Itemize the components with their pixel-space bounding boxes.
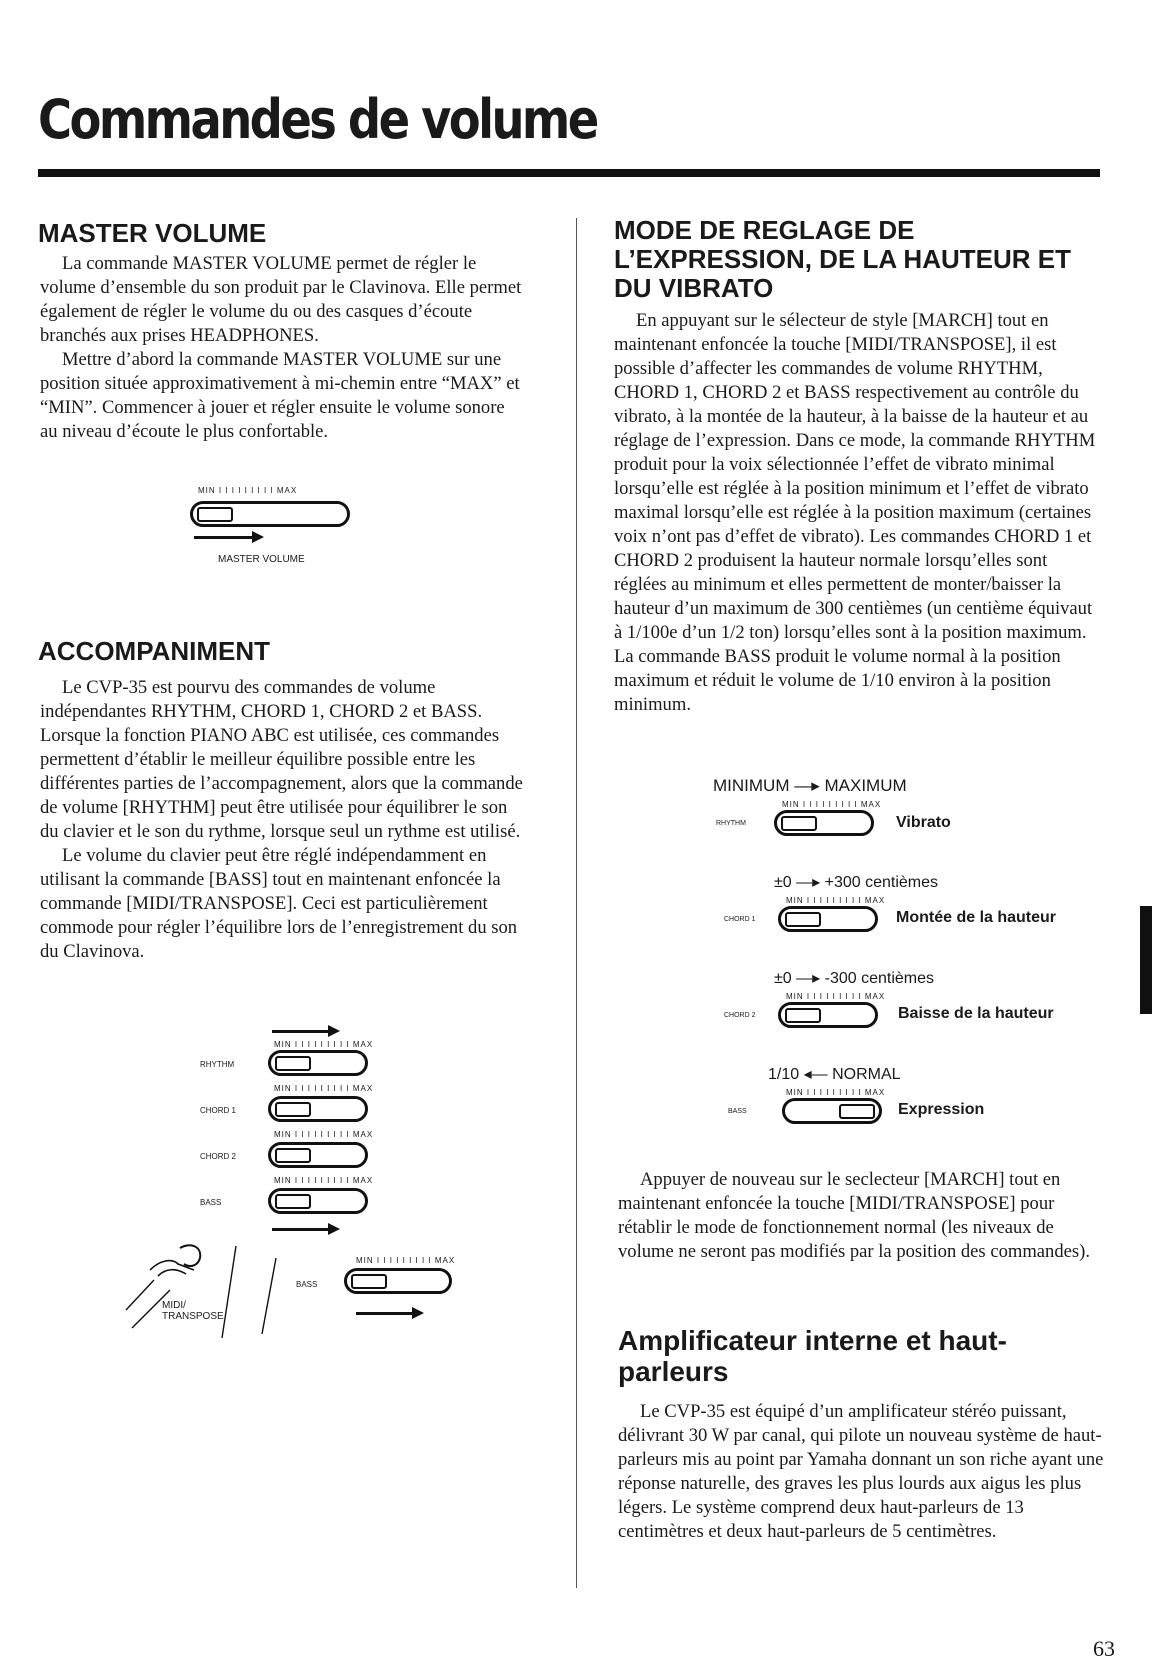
chord1-pitch-up-slider [778, 906, 878, 932]
accompaniment-text [40, 676, 528, 964]
row2-slider-label: CHORD 1 [724, 916, 756, 923]
arrow-right-icon [356, 1312, 414, 1315]
chord1-slider [268, 1096, 368, 1122]
column-separator [576, 218, 577, 1588]
bass-slider-label: BASS [200, 1198, 222, 1207]
row1-range-left: MINIMUM [713, 776, 790, 795]
slider-knob [197, 507, 233, 522]
row4-effect: Expression [898, 1101, 985, 1118]
mode-heading-line-3: DU VIBRATO [614, 273, 774, 303]
midi-label-line-1: MIDI/ [162, 1300, 186, 1311]
amplifier-heading-line-2: parleurs [618, 1356, 729, 1387]
row4-range-right: NORMAL [832, 1066, 901, 1083]
mode-paragraph: En appuyant sur le sélecteur de style [MARCH] tout en maintenant enfoncée la touche [MIDI/TRANSPOSE], il est possible d’affecter les commandes de volume RHYTHM, CHORD 1, CHORD 2 et BASS respectivement au contrôle du vibrato, à la montée de la hauteur, à la baisse de la hauteur et au réglage de l’expression. Dans ce mode, la commande RHYTHM produit pour la voix sélectionnée l’effet de vibrato minimal lorsqu’elle est réglée à la position minimum et l’effet de vibrato maximal lorsqu’elle est réglée à la position maximum (certaines voix n’ont pas d’effet de vibrato). Les commandes CHORD 1 et CHORD 2 produisent la hauteur normale lorsqu’elles sont réglées au minimum et elles permettent de monter/baisser la hauteur d’un maximum de 300 centièmes (un centième équivaut à 1/100e d’un 1/2 ton) lorsqu’elles sont à la position maximum. La commande BASS produit le volume normal à la position maximum et réduit le volume de 1/10 environ à la position minimum. [614, 310, 1096, 715]
arrow-head-icon [412, 1307, 424, 1319]
midi-label-line-2: TRANSPOSE [162, 1311, 224, 1322]
title-rule [38, 169, 1100, 177]
row2-scale: MIN I I I I I I I I I MAX [786, 896, 886, 905]
accompaniment-heading: ACCOMPANIMENT [38, 636, 271, 666]
bass-scale: MIN I I I I I I I I I MAX [274, 1176, 374, 1185]
slider-knob [275, 1056, 311, 1071]
rhythm-slider [268, 1050, 368, 1076]
page-number: 63 [1093, 1636, 1115, 1661]
row1-effect: Vibrato [896, 814, 951, 831]
arrow-head-icon [252, 531, 264, 543]
rhythm-vibrato-slider [774, 810, 874, 836]
row2-effect: Montée de la hauteur [896, 909, 1057, 926]
rhythm-scale: MIN I I I I I I I I I MAX [274, 1040, 374, 1049]
row4-slider-label: BASS [728, 1108, 747, 1115]
slider-knob [275, 1148, 311, 1163]
mode-heading-line-2: L’EXPRESSION, DE LA HAUTEUR ET [614, 244, 1071, 274]
master-volume-diagram [190, 486, 370, 566]
slider-knob [781, 816, 817, 831]
mode-heading [614, 216, 1071, 303]
section-tab-marker [1140, 906, 1152, 1014]
arrow-right-icon [272, 1030, 330, 1033]
chord2-slider-label: CHORD 2 [200, 1152, 237, 1161]
mode-heading-line-1: MODE DE REGLAGE DE [614, 215, 915, 245]
arrow-right-icon: —▸ [794, 776, 820, 795]
amplifier-text [618, 1400, 1108, 1544]
accompaniment-paragraph-2: Le volume du clavier peut être réglé indépendamment en utilisant la commande [BASS] tout en maintenant enfoncée la commande [MIDI/TRANSPOSE]. Ceci est particulièrement commode pour régler l’équilibre lors de l’enregistrement du son du Clavinova. [40, 845, 518, 962]
row3-range [774, 968, 934, 988]
mode-paragraph-2: Appuyer de nouveau sur le seclecteur [MARCH] tout en maintenant enfoncée la touche [MIDI/TRANSPOSE] pour rétablir le mode de fonctionnement normal (les niveaux de volume ne seront pas modifiés par la position des commandes). [618, 1169, 1090, 1262]
master-volume-scale: MIN I I I I I I I I I MAX [198, 486, 298, 495]
master-volume-slider [190, 501, 350, 527]
master-volume-paragraph-1: La commande MASTER VOLUME permet de régler le volume d’ensemble du son produit par le Clavinova. Elle permet également de régler le volume du ou des casques d’écoute branchés aux prises HEADPHONES. [40, 253, 522, 346]
row4-range [768, 1064, 901, 1084]
row2-range-right: +300 centièmes [824, 874, 939, 891]
amplifier-paragraph: Le CVP-35 est équipé d’un amplificateur stéréo puissant, délivrant 30 W par canal, qui pilote un nouveau système de haut-parleurs mis au point par Yamaha donnant un son riche ayant une réponse naturelle, des graves les plus lourds aux aigus les plus légers. Le système comprend deux haut-parleurs de 13 centimètres et deux haut-parleurs de 5 centimètres. [618, 1401, 1104, 1542]
pressing-hand-icon [120, 1240, 260, 1340]
row3-range-right: -300 centièmes [824, 970, 935, 987]
arrow-right-icon [272, 1228, 330, 1231]
arrow-left-icon: ◂— [803, 1066, 828, 1083]
bass-label: BASS [296, 1280, 318, 1289]
row1-range-right: MAXIMUM [824, 776, 907, 795]
separator-slash-icon [260, 1256, 280, 1336]
slider-knob [839, 1104, 875, 1119]
slider-knob [275, 1194, 311, 1209]
row3-range-left: ±0 [774, 970, 792, 987]
slider-knob [351, 1274, 387, 1289]
arrow-head-icon [328, 1025, 340, 1037]
amplifier-heading [618, 1325, 1007, 1387]
chord1-scale: MIN I I I I I I I I I MAX [274, 1084, 374, 1093]
row2-range-left: ±0 [774, 874, 792, 891]
chord2-scale: MIN I I I I I I I I I MAX [274, 1130, 374, 1139]
bass-slider [268, 1188, 368, 1214]
row1-range [713, 776, 907, 796]
mode-diagram [710, 776, 1090, 1126]
master-volume-heading: MASTER VOLUME [38, 218, 267, 248]
accompaniment-paragraph-1: Le CVP-35 est pourvu des commandes de volume indépendantes RHYTHM, CHORD 1, CHORD 2 et BASS. Lorsque la fonction PIANO ABC est utilisée, ces commandes permettent d’établir le meilleur équilibre possible entre les différentes parties de l’accompagnement, alors que la commande de volume [RHYTHM] peut être utilisée pour équilibrer le son du clavier et le son du rythme, lorsque seul un rythme est utilisé. [40, 677, 523, 842]
arrow-right-icon: —▸ [796, 970, 821, 987]
slider-knob [785, 912, 821, 927]
arrow-right-icon [194, 536, 254, 539]
row3-effect: Baisse de la hauteur [898, 1005, 1054, 1022]
bass-scale-2: MIN I I I I I I I I I MAX [356, 1256, 456, 1265]
master-volume-paragraph-2: Mettre d’abord la commande MASTER VOLUME sur une position située approximativement à mi-chemin entre “MAX” et “MIN”. Commencer à jouer et régler ensuite le volume sonore au niveau d’écoute le plus confortable. [40, 349, 520, 442]
chord1-slider-label: CHORD 1 [200, 1106, 237, 1115]
master-volume-caption: MASTER VOLUME [218, 554, 305, 565]
row1-slider-label: RHYTHM [716, 820, 746, 827]
bass-slider-2 [344, 1268, 452, 1294]
chord2-slider [268, 1142, 368, 1168]
arrow-right-icon: —▸ [796, 874, 821, 891]
row1-scale: MIN I I I I I I I I I MAX [782, 800, 882, 809]
midi-label [162, 1300, 224, 1322]
row2-range [774, 872, 938, 892]
slider-knob [785, 1008, 821, 1023]
master-volume-text [40, 252, 522, 444]
row4-range-left: 1/10 [768, 1066, 800, 1083]
bass-expression-slider [782, 1098, 882, 1124]
row3-scale: MIN I I I I I I I I I MAX [786, 992, 886, 1001]
slider-knob [275, 1102, 311, 1117]
mode-restore-text [618, 1168, 1104, 1264]
chord2-pitch-down-slider [778, 1002, 878, 1028]
rhythm-slider-label: RHYTHM [200, 1060, 235, 1069]
page-title: Commandes de volume [38, 88, 597, 151]
mode-text [614, 309, 1104, 717]
midi-transpose-illustration [120, 1240, 460, 1340]
row4-scale: MIN I I I I I I I I I MAX [786, 1088, 886, 1097]
amplifier-heading-line-1: Amplificateur interne et haut- [618, 1325, 1007, 1356]
arrow-head-icon [328, 1223, 340, 1235]
row3-slider-label: CHORD 2 [724, 1012, 756, 1019]
